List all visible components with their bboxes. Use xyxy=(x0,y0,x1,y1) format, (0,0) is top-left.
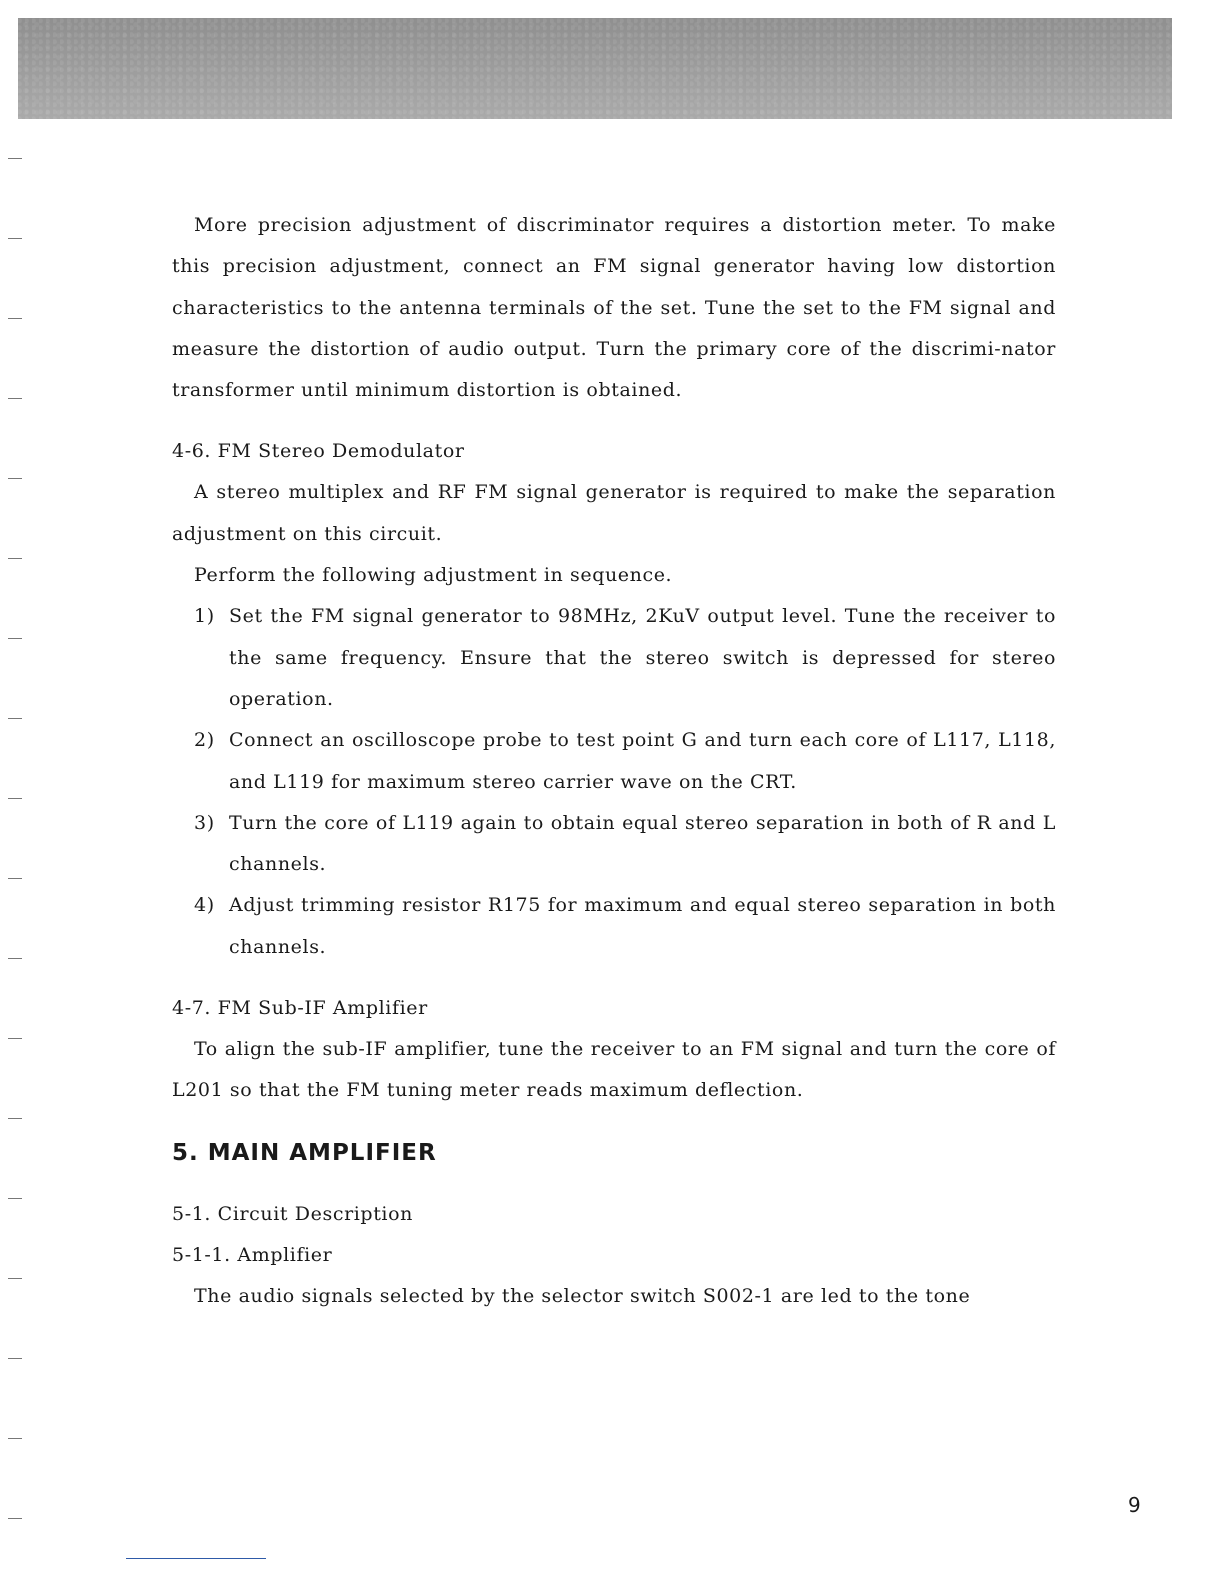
section-5-1-1-heading: 5-1-1. Amplifier xyxy=(172,1243,333,1266)
section-4-6-heading: 4-6. FM Stereo Demodulator xyxy=(172,440,465,463)
section-4-6-paragraph-1: A stereo multiplex and RF FM signal generator is required to make the separation adjustment on this circuit. xyxy=(172,481,1056,545)
section-5-heading: 5. MAIN AMPLIFIER xyxy=(172,1139,437,1166)
step-text: Adjust trimming resistor R175 for maximum and equal stereo separation in both channels. xyxy=(229,894,1056,958)
step-text: Connect an oscilloscope probe to test point G and turn each core of L117, L118, and L119 for maximum stereo carrier wave on the CRT. xyxy=(229,729,1056,793)
page-number: 9 xyxy=(1128,1493,1141,1517)
step-item xyxy=(172,720,1056,803)
header-band xyxy=(18,18,1172,119)
step-number: 4) xyxy=(194,894,215,917)
page-content xyxy=(172,205,1056,1317)
section-5-1-heading: 5-1. Circuit Description xyxy=(172,1202,413,1225)
step-text: Turn the core of L119 again to obtain equal stereo separation in both of R and L channels. xyxy=(229,811,1056,876)
step-number: 3) xyxy=(194,811,215,834)
adjustment-steps xyxy=(172,596,1056,968)
section-5-paragraph: The audio signals selected by the selector switch S002-1 are led to the tone xyxy=(194,1284,971,1307)
binding-marks xyxy=(8,150,26,1530)
section-4-7-heading: 4-7. FM Sub-IF Amplifier xyxy=(172,997,428,1020)
footer-rule xyxy=(126,1558,266,1559)
step-item xyxy=(172,596,1056,720)
step-number: 2) xyxy=(194,729,215,752)
section-4-7-paragraph: To align the sub-IF amplifier, tune the receiver to an FM signal and turn the core of L201 so that the FM tuning meter reads maximum deflection. xyxy=(172,1038,1056,1102)
section-4-6-paragraph-2: Perform the following adjustment in sequence. xyxy=(194,564,673,587)
step-text: Set the FM signal generator to 98MHz, 2KuV output level. Tune the receiver to the same frequency. Ensure that the stereo switch is depressed for stereo operation. xyxy=(229,605,1056,710)
step-number: 1) xyxy=(194,605,215,628)
step-item xyxy=(172,803,1056,886)
step-item xyxy=(172,885,1056,968)
intro-paragraph: More precision adjustment of discriminator requires a distortion meter. To make this precision adjustment, connect an FM signal generator having low distortion characteristics to the antenna terminals of the set. Tune the set to the FM signal and measure the distortion of audio output. Turn the primary core of the discrimi-nator transformer until minimum distortion is obtained. xyxy=(172,214,1056,402)
